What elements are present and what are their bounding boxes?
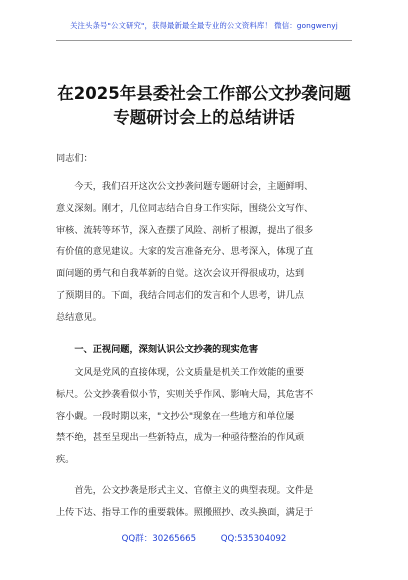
salutation-text: 同志们： (56, 153, 93, 164)
header-divider (56, 40, 352, 41)
paragraph-line: 上传下达、指导工作的重要载体。照搬照抄、改头换面，满足于 (56, 506, 314, 518)
paragraph-line: 意义深刻。刚才，几位同志结合自身工作实际，围绕公文写作、 (56, 202, 314, 214)
paragraph-line: 总结意见。 (56, 311, 102, 323)
header-banner: 关注头条号"公文研究"，获得最新最全最专业的公文资料库！ 微信：gongwenyj (70, 21, 338, 30)
paragraph-line: 有价值的意见建议。大家的发言准备充分、思考深入，体现了直 (56, 246, 314, 258)
paragraph-style (56, 362, 352, 471)
paragraph-line: 审核、流转等环节，深入查摆了风险、剖析了根源，提出了很多 (56, 224, 314, 236)
paragraph-line: 容小觑。一段时期以来，"文抄公"现象在一些地方和单位屡 (56, 410, 295, 422)
section-heading: 一、正视问题，深刻认识公文抄袭的现实危害 (56, 344, 259, 355)
paragraph-intro (56, 176, 352, 329)
title-line-2: 专题研讨会上的总结讲话 (113, 108, 295, 127)
salutation (56, 148, 352, 170)
paragraph-line: 疾。 (56, 454, 75, 466)
title-line-1: 在2025年县委社会工作部公文抄袭问题 (57, 84, 351, 103)
paragraph-line: 今天，我们召开这次公文抄袭问题专题研讨会，主题鲜明、 (56, 181, 314, 192)
paragraph-line: 首先，公文抄袭是形式主义、官僚主义的典型表现。文件是 (56, 485, 314, 496)
paragraph-line: 面问题的勇气和自我革新的自觉。这次会议开得很成功，达到 (56, 268, 305, 280)
paragraph-line: 标尺。公文抄袭看似小节，实则关乎作风、影响大局，其危害不 (56, 388, 314, 400)
paragraph-line: 了预期目的。下面，我结合同志们的发言和个人思考，讲几点 (56, 289, 305, 301)
footer-contact: QQ群：30265665 QQ:535304092 (121, 534, 287, 544)
paragraph-line: 文风是党风的直接体现，公文质量是机关工作效能的重要 (56, 367, 305, 378)
paragraph-first-point (56, 480, 352, 524)
paragraph-line: 禁不绝，甚至呈现出一些新特点，成为一种亟待整治的作风顽 (56, 432, 305, 444)
document-title (40, 82, 368, 130)
